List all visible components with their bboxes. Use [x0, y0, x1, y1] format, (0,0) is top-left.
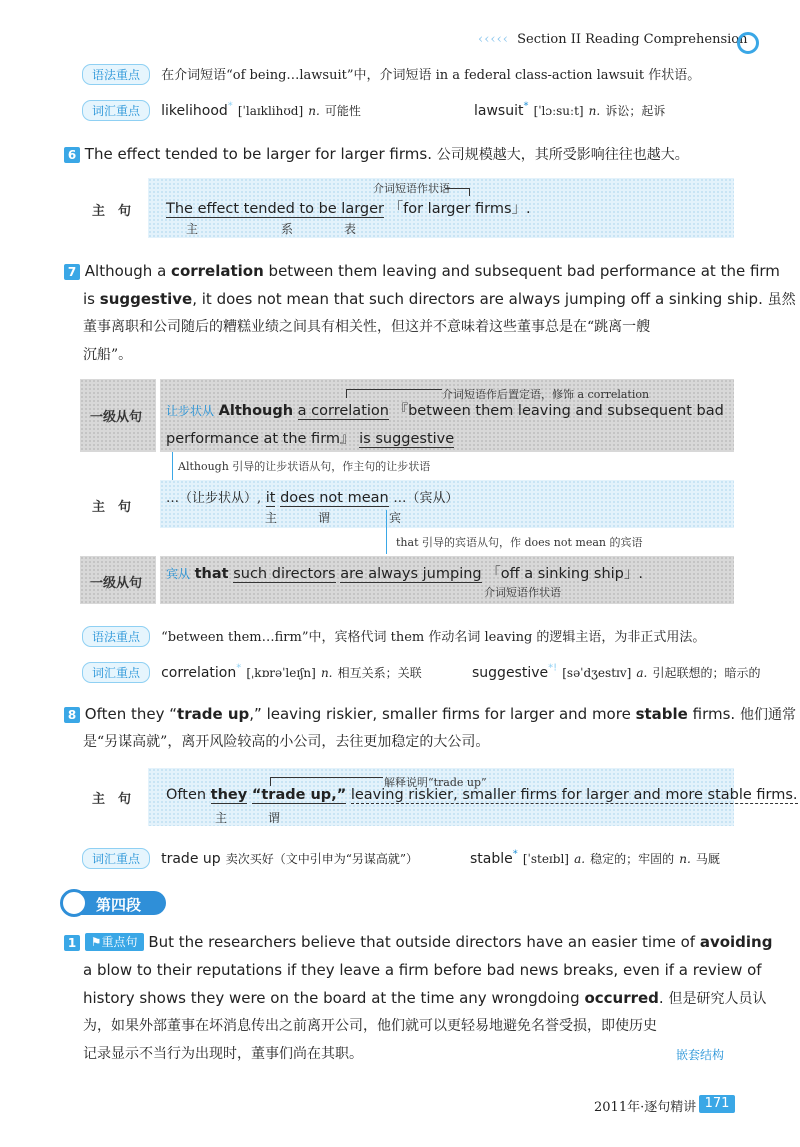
gram-object: 宾 [389, 511, 402, 525]
p1-chinese-l2: 记录显示不当行为出现时，董事们尚在其职。 [83, 1046, 363, 1062]
gram-subject: 主 [186, 222, 199, 236]
vocab-meaning: 卖次买好（文中引申为“另谋高就”） [225, 852, 419, 866]
text-span: But the researchers believe that outside directors have an easier time of [148, 933, 700, 951]
gram-subject: 主 [265, 511, 278, 525]
text-span: between them leaving and subsequent bad performance at the firm [263, 262, 780, 280]
star-mark: * [236, 662, 242, 674]
s6-note: 介词短语作状语 [373, 182, 450, 195]
flag-icon: ⚑ [90, 935, 102, 949]
s8-note-hook [270, 777, 383, 786]
main-subject: they [210, 787, 248, 803]
p1-line1 [64, 928, 772, 956]
grammar-tag: 语法重点 [82, 64, 150, 85]
clause-tag: 宾从 [166, 567, 191, 581]
vocab-word: stable [470, 851, 513, 867]
vocab-ipa: [ˈsteɪbl] [522, 852, 569, 866]
main-adverbial: leaving riskier, smaller firms for larger and more stable firms. [350, 787, 798, 803]
vocab-ipa: [ˌkɒrəˈleɪʃn] [246, 666, 316, 680]
down-arrow-line [386, 510, 387, 554]
clause-conj: that [194, 566, 229, 582]
section-heading [62, 891, 166, 915]
keyword: trade up [177, 705, 250, 723]
vocab-ipa: [səˈdʒestɪv] [562, 666, 632, 680]
s8-chinese: 是“另谋高就”，离开风险较高的小公司，去往更加稳定的大公司。 [83, 734, 490, 750]
s7-c1-line2 [166, 427, 454, 448]
clause-subject: a correlation [297, 403, 389, 419]
grammar-tag: 语法重点 [82, 626, 150, 647]
s6-main: The effect tended to be larger [166, 201, 385, 217]
text-span: firms. [687, 705, 736, 723]
vocab-word: suggestive [472, 665, 549, 681]
clause-pp: 『between them leaving and subsequent bad [393, 403, 724, 419]
s7-grammar-row [82, 626, 705, 647]
gram-subject: 主 [215, 811, 228, 825]
vocab-meaning: 马厩 [695, 852, 720, 866]
vocab-tag: 词汇重点 [82, 848, 150, 869]
vocab-ipa: [ˈlaɪklihʊd] [237, 104, 304, 118]
main-part: …（让步状从）, [166, 491, 262, 506]
vocab-pos: a. [636, 666, 648, 680]
up-arrow-line [172, 452, 173, 480]
s5-vocab2 [474, 100, 665, 119]
text-span: Although a [84, 262, 172, 280]
vocab-pos: n. [679, 852, 691, 866]
vocab-meaning: 诉讼；起诉 [605, 104, 666, 118]
s7-english-l1 [64, 257, 780, 285]
p1-chinese-l1: 为，如果外部董事在坏消息传出之前离开公司，他们就可以更轻易地避免名誉受损，即使历史 [83, 1018, 657, 1034]
vocab-pos: a. [574, 852, 586, 866]
s7-chinese-l2: 沉船”。 [83, 347, 133, 363]
gram-predicative: 表 [344, 222, 357, 236]
star-mark: *! [548, 662, 558, 674]
clause-tag: 让步状从 [166, 404, 215, 418]
sentence-number: 6 [64, 147, 80, 163]
s7-c2-label: 一级从句 [90, 576, 143, 591]
s6-label: 主 句 [92, 204, 132, 219]
text-span: 他们通常 [739, 707, 796, 723]
main-predicate: does not mean [280, 490, 389, 506]
s6-pp: 「for larger firms」. [388, 201, 531, 217]
s7-c1-note: 介词短语作后置定语，修饰 a correlation [442, 388, 650, 401]
star-mark: * [227, 100, 233, 112]
search-q-icon [737, 32, 759, 54]
section-title: 第四段 [96, 896, 142, 914]
s7-c1-label: 一级从句 [90, 410, 143, 425]
text-span: 虽然 [767, 292, 796, 308]
s8-note: 解释说明“trade up” [384, 776, 487, 789]
s6-analysis [166, 197, 531, 218]
text-span: is [83, 290, 100, 308]
gram-predicate: 谓 [268, 811, 281, 825]
text-span: Often they “ [84, 705, 178, 723]
p1-line2: a blow to their reputations if they leave a firm before bad news breaks, even if a review of [83, 961, 762, 979]
vocab-word: trade up [161, 851, 221, 867]
grammar-text: “between them…firm”中，宾格代词 them 作动名词 leaving 的逻辑主语，为非正式用法。 [161, 630, 706, 645]
vocab-word: correlation [161, 665, 237, 681]
vocab-word: lawsuit [474, 103, 524, 119]
s7-note2: Although 引导的让步状语从句，作主句的让步状语 [178, 460, 431, 473]
s7-main-line [166, 487, 458, 506]
s7-c1-line1 [166, 399, 724, 420]
sentence-number: 8 [64, 707, 80, 723]
s6-sentence [64, 144, 689, 164]
page-number: 171 [699, 1095, 735, 1113]
vocab-pos: n. [308, 104, 320, 118]
vocab-meaning: 可能性 [324, 104, 361, 118]
footer-label: 2011年·逐句精讲 [594, 1100, 697, 1115]
s7-c2-line [166, 562, 643, 583]
gram-predicate: 谓 [318, 511, 331, 525]
s8-vocab2 [470, 848, 720, 867]
keyword: correlation [171, 262, 264, 280]
main-predicate: “trade up,” [251, 787, 347, 803]
vocab-pos: n. [320, 666, 333, 680]
text-span: , it does not mean that such directors are always jumping off a sinking ship. [192, 290, 763, 308]
main-part: Often [166, 787, 207, 803]
s8-analysis [166, 787, 798, 803]
main-subject: it [265, 490, 276, 506]
s6-note-hook [445, 188, 470, 196]
clause-pp: 「off a sinking ship」. [486, 566, 643, 582]
text-span: . [658, 989, 664, 1007]
s7-english-l2 [83, 285, 796, 314]
sentence-number: 1 [64, 935, 80, 951]
search-q-icon [60, 889, 88, 917]
keyword: suggestive [99, 290, 193, 308]
key-sentence-label: 重点句 [101, 935, 138, 949]
s7-note3: that 引导的宾语从句，作 does not mean 的宾语 [396, 536, 643, 549]
s5-grammar-row [82, 64, 700, 85]
s8-vocab-row [82, 848, 418, 869]
header-arrows: ‹‹‹‹‹ [478, 32, 509, 47]
star-mark: * [523, 100, 529, 112]
vocab-tag: 词汇重点 [82, 100, 150, 121]
keyword: stable [635, 705, 688, 723]
vocab-word: likelihood [161, 103, 228, 119]
text-span: 但是研究人员认 [668, 991, 767, 1007]
star-mark: * [512, 848, 518, 860]
sentence-number: 7 [64, 264, 80, 280]
clause-predicate: is suggestive [359, 431, 455, 447]
main-object: …（宾从） [393, 491, 459, 506]
s7-vocab-row [82, 662, 422, 683]
keyword: occurred [584, 989, 659, 1007]
s7-main-label: 主 句 [92, 500, 132, 515]
vocab-meaning: 稳定的；牢固的 [590, 852, 675, 866]
s7-vocab2 [472, 662, 760, 681]
gram-linking: 系 [281, 222, 294, 236]
s7-c2-note: 介词短语作状语 [484, 586, 561, 599]
clause-conj: Although [218, 403, 294, 419]
s6-chinese: 公司规模越大，其所受影响往往也越大。 [436, 147, 689, 163]
s8-label: 主 句 [92, 792, 132, 807]
clause-pp: performance at the firm』 [166, 431, 355, 447]
vocab-ipa: [ˈlɔːsuːt] [533, 104, 584, 118]
vocab-tag: 词汇重点 [82, 662, 150, 683]
s8-english [64, 700, 796, 729]
vocab-meaning: 引起联想的；暗示的 [652, 666, 761, 680]
p1-line3 [83, 984, 766, 1013]
running-header [478, 32, 747, 47]
grammar-text: 在介词短语“of being…lawsuit”中，介词短语 in a federal class-action lawsuit 作状语。 [161, 68, 701, 83]
text-span: ,” leaving riskier, smaller firms for larger and more [249, 705, 636, 723]
text-span: history shows they were on the board at the time any wrongdoing [83, 989, 585, 1007]
header-title: Section II Reading Comprehension [517, 32, 748, 47]
key-sentence-badge [85, 933, 144, 951]
s6-english: The effect tended to be larger for larger firms. [84, 145, 432, 163]
clause-subject: such directors [233, 566, 336, 582]
keyword: avoiding [699, 933, 773, 951]
s7-chinese-l1: 董事离职和公司随后的糟糕业绩之间具有相关性，但这并不意味着这些董事总是在“跳离一艘 [83, 319, 651, 335]
structure-label: 嵌套结构 [676, 1048, 725, 1062]
clause-predicate: are always jumping [340, 566, 482, 582]
vocab-pos: n. [588, 104, 601, 118]
vocab-meaning: 相互关系；关联 [337, 666, 422, 680]
s7-c1-note-hook [346, 389, 442, 398]
